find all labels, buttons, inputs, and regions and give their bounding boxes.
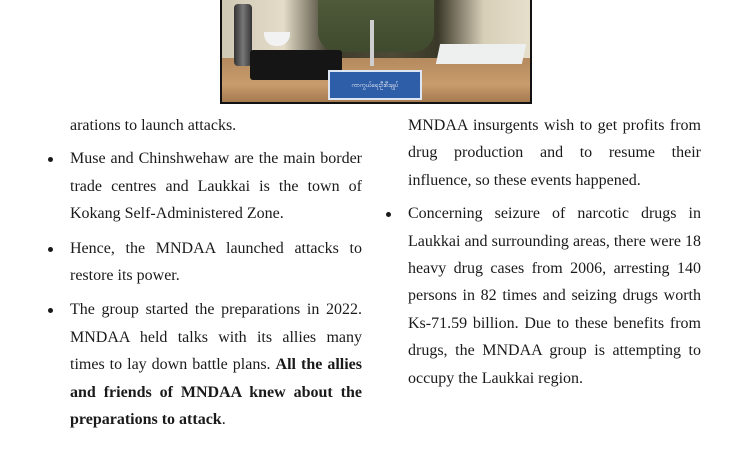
bullet-dot-icon [48, 157, 53, 162]
list-item [386, 200, 701, 392]
list-item [48, 235, 362, 290]
right-bullet-list [386, 200, 701, 392]
left-bullet-list [48, 145, 362, 433]
bullet-text: The group started the preparations in 2022. MNDAA held talks with its allies many times to lay down battle plans. [70, 301, 362, 374]
left-continuation-text: arations to launch attacks. [70, 117, 237, 134]
bullet-bold-text: All the allies and friends of MNDAA knew about the preparations to attack [70, 356, 362, 429]
bullet-text-end: . [221, 411, 226, 429]
bullet-dot-icon [386, 212, 391, 217]
left-column [48, 112, 362, 440]
right-continuation-text: MNDAA insurgents wish to get profits from drug production and to resume their influence, so these events happened. [408, 117, 701, 189]
list-item [48, 296, 362, 433]
list-item [48, 145, 362, 227]
bullet-dot-icon [48, 308, 53, 313]
photo-uniformed-figure [318, 0, 434, 52]
bullet-text: Hence, the MNDAA launched attacks to restore its power. [70, 239, 362, 285]
news-photo [220, 0, 532, 104]
right-column [386, 112, 701, 399]
photo-nameplate [328, 70, 422, 100]
photo-microphone [370, 20, 374, 66]
bullet-text: Concerning seizure of narcotic drugs in Laukkai and surrounding areas, there were 18 heavy drug cases from 2006, arresting 140 persons in 82 times and seizing drugs worth Ks-71.59 billion. Due to these benefits from drugs, the MNDAA group is attempting to occupy the Laukkai region. [408, 205, 701, 387]
photo-papers [436, 44, 526, 64]
bullet-text: Muse and Chinshwehaw are the main border trade centres and Laukkai is the town of Kokang Self-Administered Zone. [70, 150, 362, 223]
bullet-dot-icon [48, 247, 53, 252]
nameplate-text: ကာကွယ်ရေးဦးစီးချုပ် [351, 81, 399, 89]
